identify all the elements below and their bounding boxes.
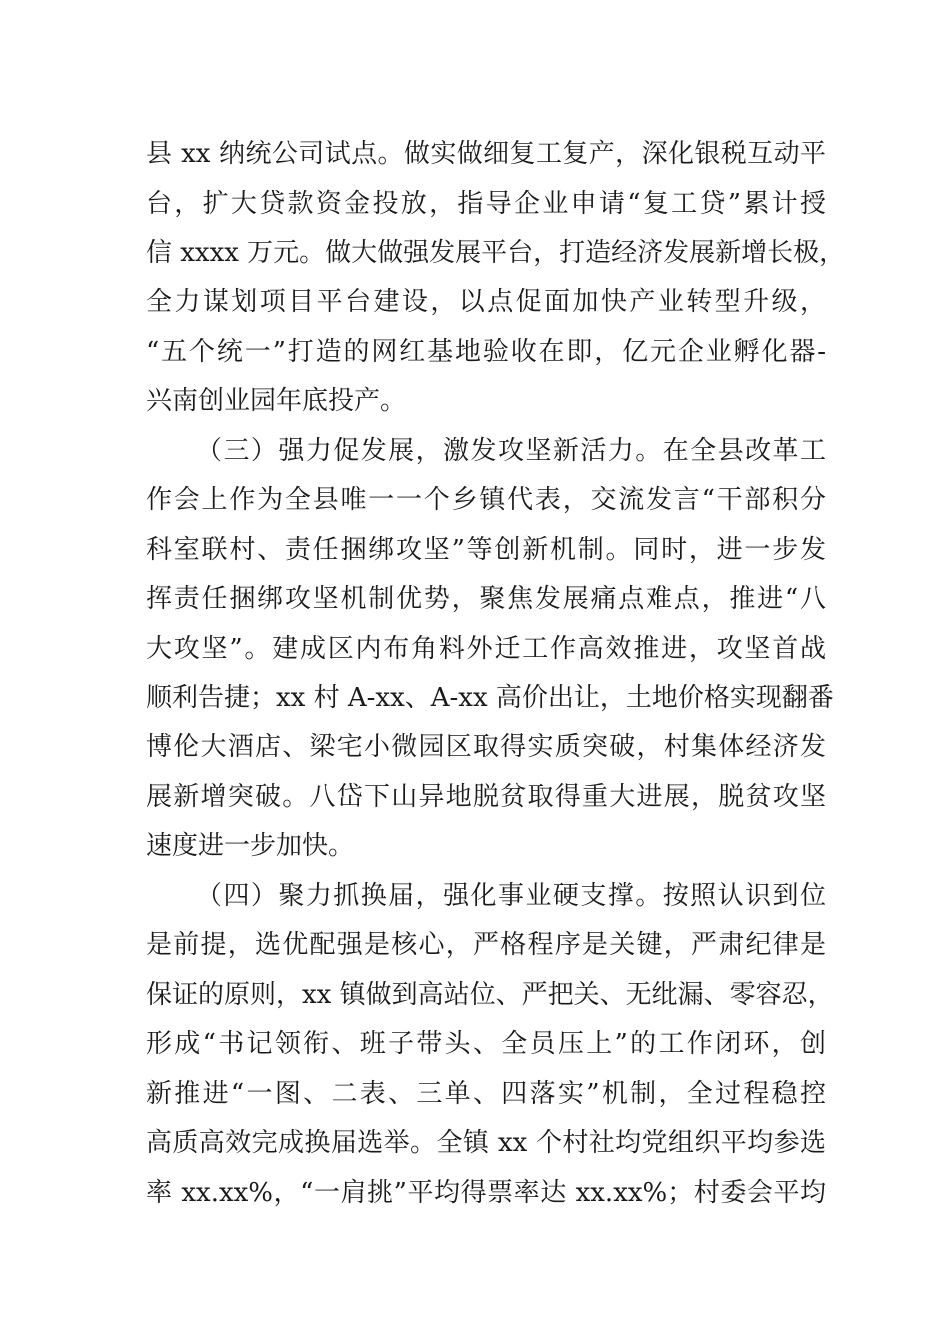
body-text-line: 作会上作为全县唯一一个乡镇代表，交流发言“干部积分 — [146, 485, 826, 515]
body-text-line: 大攻坚”。建成区内布角料外迁工作高效推进，攻坚首战 — [146, 634, 826, 664]
body-text-line: “五个统一”打造的网红基地验收在即，亿元企业孵化器- — [146, 337, 826, 367]
body-text-line: 是前提，选优配强是核心，严格程序是关键，严肃纪律是 — [146, 930, 826, 960]
body-text-line: 形成“书记领衔、班子带头、全员压上”的工作闭环，创 — [146, 1029, 826, 1059]
body-text-line: 高质高效完成换届选举。全镇 xx 个村社均党组织平均参选 — [146, 1128, 826, 1158]
body-text-line: 博伦大酒店、梁宅小微园区取得实质突破，村集体经济发 — [146, 732, 826, 762]
body-text-line: 信 xxxx 万元。做大做强发展平台，打造经济发展新增长极， — [146, 238, 846, 268]
body-text-line: 台，扩大贷款资金投放，指导企业申请“复工贷”累计授 — [146, 189, 826, 219]
body-text-line: 全力谋划项目平台建设，以点促面加快产业转型升级， — [146, 287, 826, 317]
body-text-line: 展新增突破。八岱下山异地脱贫取得重大进展，脱贫攻坚 — [146, 782, 826, 812]
section-heading-line: （四）聚力抓换届，强化事业硬支撑。按照认识到位 — [196, 881, 826, 911]
body-text-line: 顺利告捷；xx 村 A-xx、A-xx 高价出让，土地价格实现翻番 — [146, 683, 834, 713]
body-text-line: 率 xx.xx%，“一肩挑”平均得票率达 xx.xx%；村委会平均 — [146, 1178, 826, 1208]
body-text-line: 县 xx 纳统公司试点。做实做细复工复产，深化银税互动平 — [146, 139, 826, 169]
body-text-line: 新推进“一图、二表、三单、四落实”机制，全过程稳控 — [146, 1079, 826, 1109]
body-text-line: 兴南创业园年底投产。 — [146, 386, 407, 416]
body-text-line: 保证的原则，xx 镇做到高站位、严把关、无纰漏、零容忍， — [146, 980, 834, 1010]
body-text-line: 速度进一步加快。 — [146, 831, 355, 861]
section-heading-line: （三）强力促发展，激发攻坚新活力。在全县改革工 — [196, 436, 826, 466]
body-text-line: 挥责任捆绑攻坚机制优势，聚焦发展痛点难点，推进“八 — [146, 584, 826, 614]
body-text-line: 科室联村、责任捆绑攻坚”等创新机制。同时，进一步发 — [146, 535, 826, 565]
